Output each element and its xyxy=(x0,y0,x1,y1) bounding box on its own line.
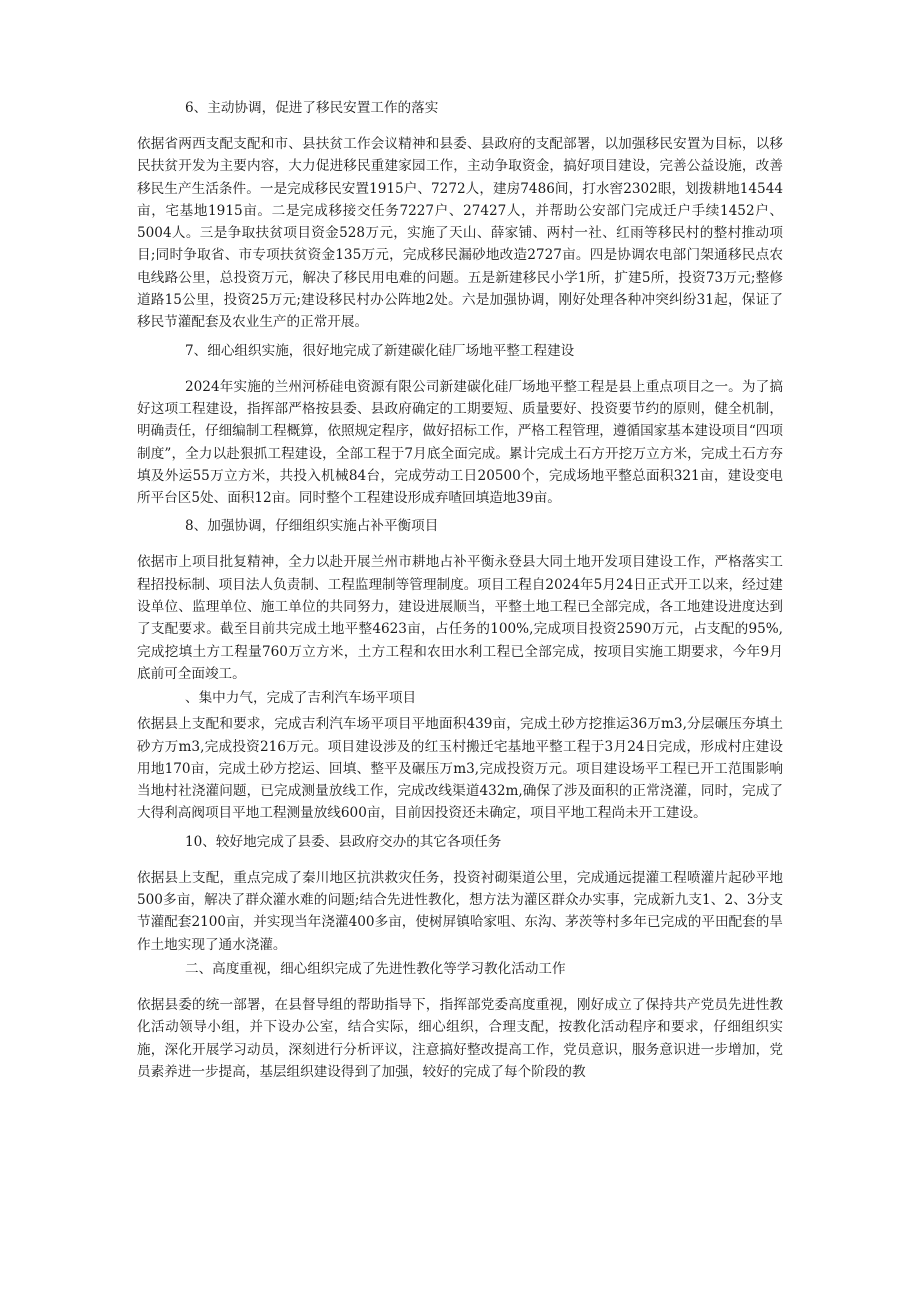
section-heading-9: 、集中力气，完成了吉利汽车场平项目 xyxy=(185,690,417,707)
section-heading-7: 7、细心组织实施，很好地完成了新建碳化硅厂场地平整工程建设 xyxy=(185,342,575,359)
section-heading-8: 8、加强协调，仔细组织实施占补平衡项目 xyxy=(185,518,439,535)
section-heading-6: 6、主动协调，促进了移民安置工作的落实 xyxy=(185,100,439,116)
section-heading-ii: 二、高度重视，细心组织完成了先进性教化等学习教化活动工作 xyxy=(185,960,566,977)
document-page xyxy=(137,97,783,1083)
section-paragraph-10: 依据县上支配，重点完成了秦川地区抗洪救灾任务，投资衬砌渠道公里，完成通远提灌工程喷灌片起砂平地500多亩，解决了群众灌水难的问题;结合先进性教化，想方法为灌区群众办实事，完成新九支1、2、3分支节灌配套2100亩，并实现当年浇灌400多亩，使树屏镇哈家咀、东沟、茅茨等村多年已完成的平田配套的旱作土地实现了通水浇灌。 xyxy=(137,869,783,953)
section-heading-10: 10、较好地完成了县委、县政府交办的其它各项任务 xyxy=(185,833,502,850)
section-paragraph-9: 依据县上支配和要求，完成吉利汽车场平项目平地面积439亩，完成土砂方挖推运36万m3,分层碾压夯填土砂方万m3,完成投资216万元。项目建设涉及的红玉村搬迁宅基地平整工程于3月24日完成，形成村庄建设用地170亩，完成土砂方挖运、回填、整平及碾压万m3,完成投资万元。项目建设场平工程已开工范围影响当地村社浇灌问题，已完成测量放线工作，完成改线渠道432m,确保了涉及面积的正常浇灌，同时，完成了大得利高阀项目平地工程测量放线600亩，目前因投资还未确定，项目平地工程尚未开工建设。 xyxy=(137,716,783,822)
section-paragraph-7: 2024年实施的兰州河桥硅电资源有限公司新建碳化硅厂场地平整工程是县上重点项目之一。为了搞好这项工程建设，指挥部严格按县委、县政府确定的工期要短、质量要好、投资要节约的原则，健全机制，明确责任，仔细编制工程概算，依照规定程序，做好招标工作，严格工程管理，遵循国家基本建设项目“四项制度”，全力以赴狠抓工程建设，全部工程于7月底全面完成。累计完成土石方开挖万立方米，完成土石方夯填及外运55万立方米，共投入机械84台，完成劳动工日20500个，完成场地平整总面积321亩，建设变电所平台区5处、面积12亩。同时整个工程建设形成弃喳回填造地39亩。 xyxy=(137,378,783,507)
section-paragraph-ii: 依据县委的统一部署，在县督导组的帮助指导下，指挥部党委高度重视，刚好成立了保持共产党员先进性教化活动领导小组，并下设办公室，结合实际，细心组织，合理支配，按教化活动程序和要求，仔细组织实施，深化开展学习动员，深刻进行分析评议，注意搞好整改提高工作，党员意识，服务意识进一步增加，党员素养进一步提高，基层组织建设得到了加强，较好的完成了每个阶段的教 xyxy=(137,996,783,1080)
section-paragraph-6: 依据省两西支配支配和市、县扶贫工作会议精神和县委、县政府的支配部署，以加强移民安置为目标，以移民扶贫开发为主要内容，大力促进移民重建家园工作，主动争取资金，搞好项目建设，完善公益设施，改善移民生产生活条件。一是完成移民安置1915户、7272人，建房7486间，打水窖2302眼，划拨耕地14544亩，宅基地1915亩。二是完成移接交任务7227户、27427人，并帮助公安部门完成迁户手续1452户、5004人。三是争取扶贫项目资金528万元，实施了天山、薛家铺、两村一社、红雨等移民村的整村推动项目;同时争取省、市专项扶贫资金135万元，完成移民漏砂地改造2727亩。四是协调农电部门架通移民点农电线路公里，总投资万元，解决了移民用电难的问题。五是新建移民小学1所，扩建5所，投资73万元;整修道路15公里，投资25万元;建设移民村办公阵地2处。六是加强协调，刚好处理各种冲突纠纷31起，保证了移民节灌配套及农业生产的正常开展。 xyxy=(137,136,783,331)
section-paragraph-8: 依据市上项目批复精神，全力以赴开展兰州市耕地占补平衡永登县大同土地开发项目建设工作，严格落实工程招投标制、项目法人负责制、工程监理制等管理制度。项目工程自2024年5月24日正式开工以来，经过建设单位、监理单位、施工单位的共同努力，建设进展顺当，平整土地工程已全部完成，各工地建设进度达到了支配要求。截至目前共完成土地平整4623亩，占任务的100%,完成项目投资2590万元，占支配的95%,完成挖填土方工程量760万立方米，土方工程和农田水利工程已全部完成，按项目实施工期要求，今年9月底前可全面竣工。 xyxy=(137,554,783,682)
